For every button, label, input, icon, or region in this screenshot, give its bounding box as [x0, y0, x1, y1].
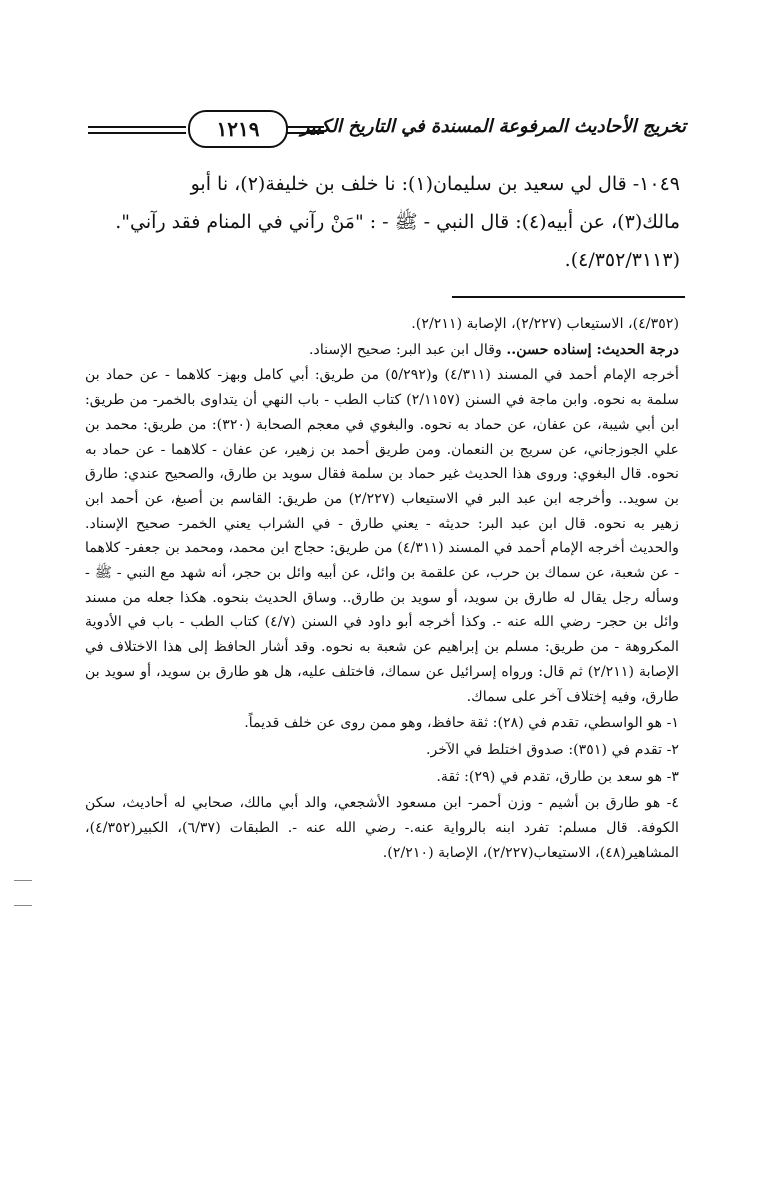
hadith-line-2: مالك(٣)، عن أبيه(٤): قال النبي - ﷺ - : "مَنْ رآني في المنام فقد رآني".	[115, 211, 680, 233]
footnotes	[85, 312, 679, 866]
margin-mark	[14, 905, 32, 906]
grade-label: درجة الحديث: إسناده حسن..	[506, 341, 679, 358]
footnote-1: ١- هو الواسطي، تقدم في (٢٨): ثقة حافظ، وهو ممن روى عن خلف قديماً.	[244, 715, 679, 732]
page-number-badge: ١٢١٩	[188, 110, 288, 148]
header-rule-left	[88, 126, 186, 134]
grade-text: وقال ابن عبد البر: صحيح الإسناد.	[309, 341, 507, 358]
hadith-text	[80, 165, 680, 279]
takhrij-paragraph: أخرجه الإمام أحمد في المسند (٤/٣١١) و(٥/٢٩٢) من طريق: أبي كامل وبهز- كلاهما - عن حماد بن سلمة به نحوه. وابن ماجة في السنن (٢/١١٥٧) كتاب الطب - باب النهي أن يتداوى بالخمر- من طريق: ابن أبي شيبة، عن عفان، عن حماد به نحوه. والبغوي في معجم الصحابة (٣٢٠): من طريق: محمد بن علي الجوزجاني، عن سريج بن النعمان. ومن طريق أحمد بن زهير، عن عفان - كلاهما - عن حماد به نحوه. قال البغوي: وروى هذا الحديث غير حماد بن سلمة فقال سويد بن طارق، والصحيح عندي: طارق بن سويد.. وأخرجه ابن عبد البر في الاستيعاب (٢/٢٢٧) من طريق: القاسم بن أصبغ، عن أحمد ابن زهير به نحوه. قال ابن عبد البر: حديثه - يعني طارق - في الشراب يعني الخمر- صحيح الإسناد. والحديث أخرجه الإمام أحمد في المسند (٤/٣١١) من طريق: حجاج ابن محمد، ومحمد بن جعفر- كلاهما - عن شعبة، عن سماك بن حرب، عن علقمة بن وائل، عن أبيه وائل بن حجر، أنه شهد مع النبي - ﷺ - وسأله رجل يقال له طارق بن سويد، أو سويد بن طارق.. وساق الحديث بنحوه. هكذا جعله من مسند وائل بن حجر- رضي الله عنه -. وكذا أخرجه أبو داود في السنن (٤/٧) كتاب الطب - باب في الأدوية المكروهة - من طريق: مسلم بن إبراهيم عن شعبة به نحوه. وقد أشار الحافظ إلى هذا الاختلاف في الإصابة (٢/٢١١) ثم قال: ورواه إسرائيل عن سماك، فاختلف عليه، هل هو طارق بن سويد، أو سويد بن طارق، وفيه إختلاف آخر على سماك.	[85, 367, 679, 705]
margin-mark	[14, 880, 32, 881]
footnote-separator	[452, 296, 685, 298]
footnote-3: ٣- هو سعد بن طارق، تقدم في (٢٩): ثقة.	[436, 768, 679, 785]
header-rule-right	[284, 126, 324, 134]
footnote-4: ٤- هو طارق بن أشيم - وزن أحمر- ابن مسعود الأشجعي، والد أبي مالك، صحابي له أحاديث، سكن الكوفة. قال مسلم: تفرد ابنه بالرواية عنه.- رضي الله عنه -. الطبقات (٦/٣٧)، الكبير(٤/٣٥٢)، المشاهير(٤٨)، الاستيعاب(٢/٢٢٧)، الإصابة (٢/٢١٠).	[85, 795, 680, 861]
page-header	[88, 110, 686, 150]
hadith-line-1: ١٠٤٩- قال لي سعيد بن سليمان(١): نا خلف بن خليفة(٢)، نا أبو	[190, 173, 680, 195]
hadith-line-3: (٤/٣٥٢/٣١١٣).	[564, 249, 680, 271]
reference-line: (٤/٣٥٢)، الاستيعاب (٢/٢٢٧)، الإصابة (٢/٢١١).	[411, 316, 679, 332]
hadith-grade	[85, 338, 679, 363]
running-title: تخريج الأحاديث المرفوعة المسندة في التاريخ الكبير	[300, 116, 686, 137]
footnote-2: ٢- تقدم في (٣٥١): صدوق اختلط في الآخر.	[426, 741, 679, 758]
